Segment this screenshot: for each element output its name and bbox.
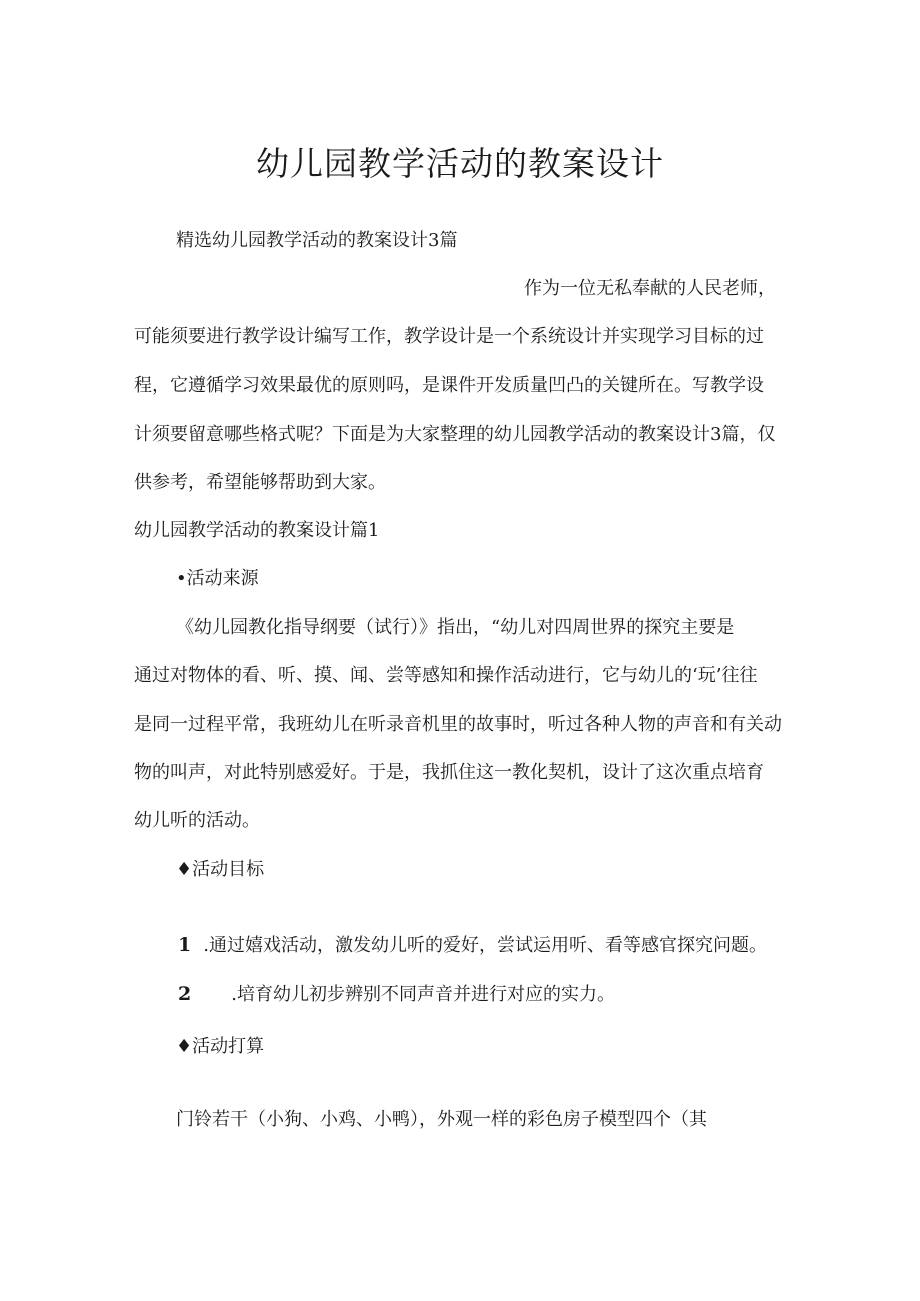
section-heading: 幼儿园教学活动的教案设计篇1 <box>134 520 380 541</box>
source-line-2: 通过对物体的看、听、摸、闻、尝等感知和操作活动进行，它与幼儿的‘玩’往往 <box>134 665 758 686</box>
goal-text-1: .通过嬉戏活动，激发幼儿听的爱好，尝试运用听、看等感官探究问题。 <box>203 935 767 956</box>
source-line-1: 《幼儿园教化指导纲要（试行）》指出，“幼儿对四周世界的探究主要是 <box>176 617 735 638</box>
intro-line-1: 作为一位无私奉献的人民老师， <box>524 278 776 299</box>
source-line-5: 幼儿听的活动。 <box>134 810 260 831</box>
intro-line-5: 供参考，希望能够帮助到大家。 <box>134 472 386 493</box>
prep-heading: ♦活动打算 <box>176 1036 265 1057</box>
source-line-3: 是同一过程平常，我班幼儿在听录音机里的故事时，听过各种人物的声音和有关动 <box>134 714 782 735</box>
goal-text-2: .培育幼儿初步辨别不同声音并进行对应的实力。 <box>231 984 615 1005</box>
intro-line-2: 可能须要进行教学设计编写工作，教学设计是一个系统设计并实现学习目标的过 <box>134 326 764 347</box>
goal-item-2 <box>178 981 615 1008</box>
goals-heading: ♦活动目标 <box>176 859 265 880</box>
intro-line-3: 程，它遵循学习效果最优的原则吗，是课件开发质量凹凸的关键所在。写教学设 <box>134 375 764 396</box>
goal-number-2: 2 <box>178 983 192 1005</box>
document-subtitle: 精选幼儿园教学活动的教案设计3篇 <box>176 230 458 251</box>
goal-item-1 <box>178 932 767 959</box>
prep-line-1: 门铃若干（小狗、小鸡、小鸭），外观一样的彩色房子模型四个（其 <box>176 1109 707 1130</box>
source-heading: •活动来源 <box>176 568 259 589</box>
goal-number-1: 1 <box>178 934 192 956</box>
document-title: 幼儿园教学活动的教案设计 <box>256 144 664 183</box>
source-line-4: 物的叫声，对此特别感爱好。于是，我抓住这一教化契机，设计了这次重点培育 <box>134 762 764 783</box>
intro-line-4: 计须要留意哪些格式呢？下面是为大家整理的幼儿园教学活动的教案设计3篇，仅 <box>134 424 776 445</box>
